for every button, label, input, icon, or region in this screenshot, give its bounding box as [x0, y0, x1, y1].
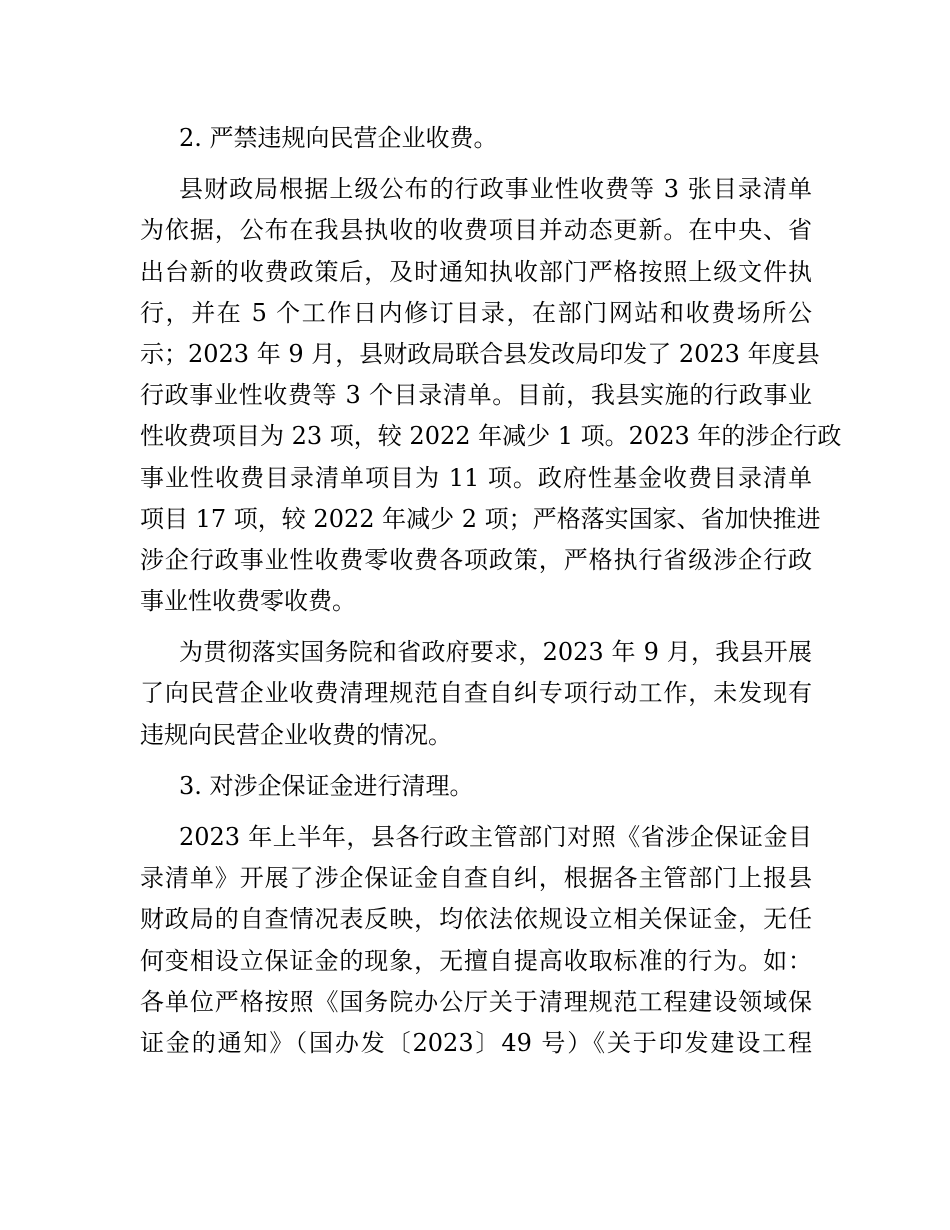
document-body [140, 118, 842, 1064]
paragraph [140, 169, 842, 622]
paragraph-line: 了向民营企业收费清理规范自查自纠专项行动工作，未发现有 [140, 679, 812, 708]
paragraph-line: 涉企行政事业性收费零收费各项政策，严格执行省级涉企行政 [140, 545, 812, 574]
paragraph-line: 行，并在 5 个工作日内修订目录，在部门网站和收费场所公 [140, 298, 812, 327]
paragraph-line: 证金的通知》（国办发〔2023〕49 号）《关于印发建设工程 [140, 1028, 812, 1057]
paragraph [140, 817, 812, 1064]
paragraph-line: 出台新的收费政策后，及时通知执收部门严格按照上级文件执 [140, 257, 812, 286]
paragraph-line: 录清单》开展了涉企保证金自查自纠，根据各主管部门上报县 [140, 864, 812, 893]
paragraph-line: 何变相设立保证金的现象，无擅自提高收取标准的行为。如： [140, 946, 812, 975]
paragraph-line: 事业性收费目录清单项目为 11 项。政府性基金收费目录清单 [140, 463, 812, 492]
paragraph-line: 行政事业性收费等 3 个目录清单。目前，我县实施的行政事业 [140, 381, 812, 410]
paragraph-line: 县财政局根据上级公布的行政事业性收费等 3 张目录清单 [179, 175, 812, 204]
paragraph-line: 为贯彻落实国务院和省政府要求，2023 年 9 月，我县开展 [179, 638, 812, 667]
section-heading: 3. 对涉企保证金进行清理。 [179, 771, 474, 800]
paragraph-line: 财政局的自查情况表反映，均依法依规设立相关保证金，无任 [140, 905, 812, 934]
paragraph-line: 违规向民营企业收费的情况。 [140, 720, 452, 749]
section-heading: 2. 严禁违规向民营企业收费。 [179, 124, 498, 152]
paragraph-line: 为依据，公布在我县执收的收费项目并动态更新。在中央、省 [140, 216, 812, 245]
paragraph-line: 各单位严格按照《国务院办公厅关于清理规范工程建设领域保 [140, 987, 812, 1016]
paragraph-line: 事业性收费零收费。 [140, 587, 356, 616]
paragraph-line: 示；2023 年 9 月，县财政局联合县发改局印发了 2023 年度县 [140, 339, 820, 368]
paragraph-line: 项目 17 项，较 2022 年减少 2 项；严格落实国家、省加快推进 [140, 504, 821, 533]
paragraph-line: 2023 年上半年，县各行政主管部门对照《省涉企保证金目 [179, 823, 812, 851]
paragraph [140, 632, 812, 756]
paragraph-line: 性收费项目为 23 项，较 2022 年减少 1 项。2023 年的涉企行政 [140, 422, 842, 451]
